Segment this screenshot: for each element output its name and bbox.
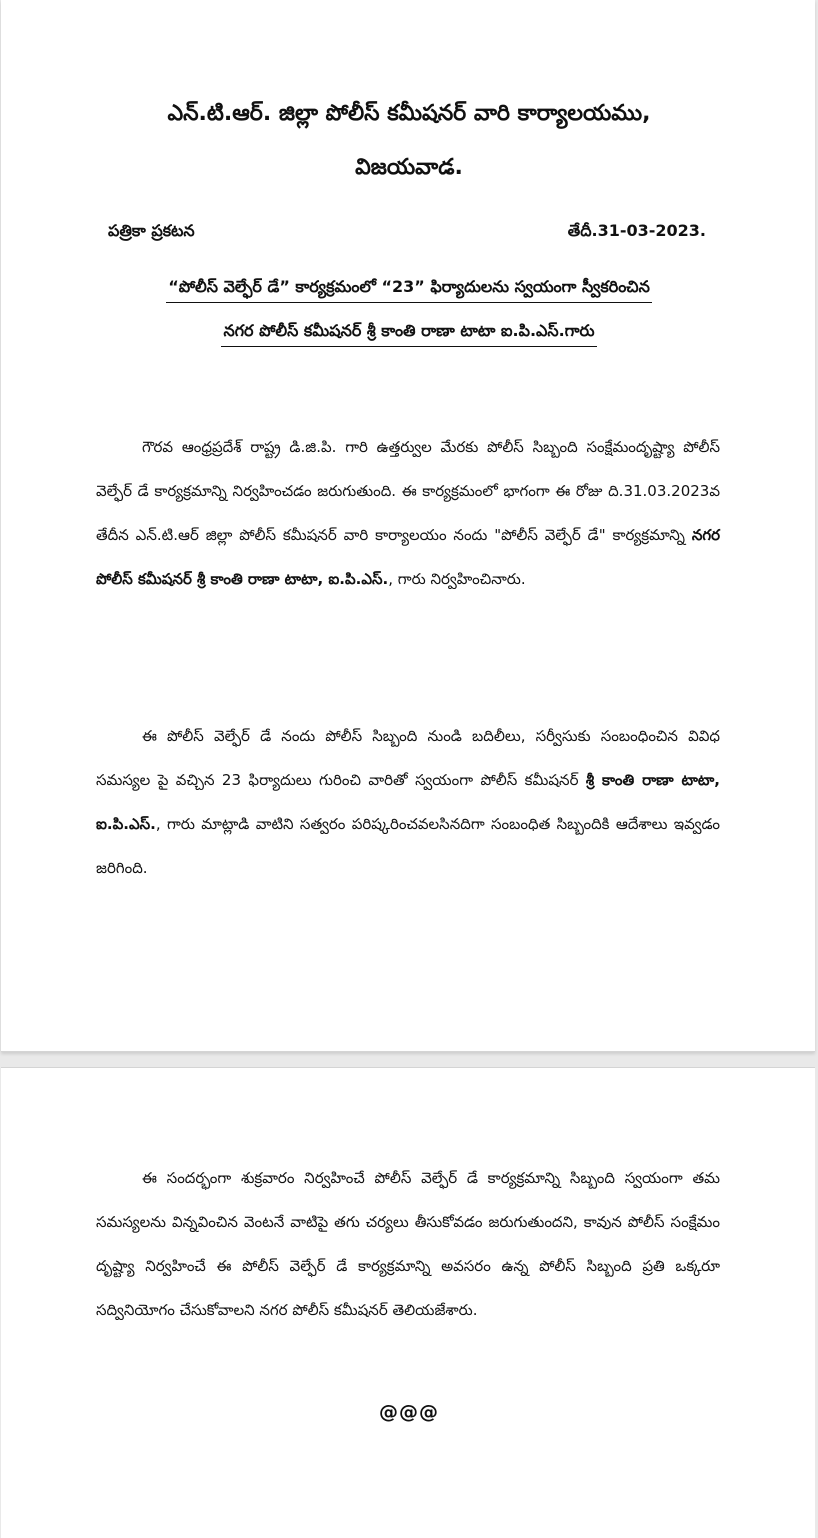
headline-line-2-text: నగర పోలీస్ కమీషనర్ శ్రీ కాంతి రాణా టాటా ఐ.పి.ఎస్.గారు — [221, 318, 596, 347]
closing-mark: @@@ — [379, 1401, 439, 1423]
paragraph-2-bold: శ్రీ కాంతి రాణా టాటా, ఐ.పి.ఎస్. — [96, 771, 720, 833]
headline-line-2 — [0, 318, 818, 347]
body-paragraph-1 — [96, 425, 720, 601]
release-date: తేదీ.31-03-2023. — [567, 221, 706, 240]
body-paragraph-2 — [96, 714, 720, 890]
headline-line-1-text: “పోలీస్ వెల్ఫేర్ డే” కార్యక్రమంలో “23” ఫిర్యాదులను స్వయంగా స్వీకరించిన — [166, 274, 652, 303]
paragraph-1-bold: నగర పోలీస్ కమీషనర్ శ్రీ కాంతి రాణా టాటా, ఐ.పి.ఎస్. — [96, 526, 720, 588]
paragraph-2-text: ఈ పోలీస్ వెల్ఫేర్ డే నందు పోలీస్ సిబ్బంది నుండి బదిలీలు, సర్వీసుకు సంబంధించిన వివిధ సమస్యల పై వచ్చిన 23 ఫిర్యాదులు గురించి వారితో స్వయంగా పోలీస్ కమీషనర్ — [96, 727, 720, 789]
paragraph-1-text: గౌరవ ఆంధ్రప్రదేశ్ రాష్ట్ర డి.జి.పి. గారి ఉత్తర్వుల మేరకు పోలీస్ సిబ్బంది సంక్షేమందృష్ట్యా పోలీస్ వెల్ఫేర్ డే కార్యక్రమాన్ని నిర్వహించడం జరుగుతుంది. ఈ కార్యక్రమంలో భాగంగా ఈ రోజు ది.31.03.2023వ తేదీన ఎన్.టి.ఆర్ జిల్లా పోలీస్ కమీషనర్ వారి కార్యాలయం నందు "పోలీస్ వెల్ఫేర్ డే" కార్యక్రమాన్ని — [96, 438, 720, 544]
press-release-label: పత్రికా ప్రకటన — [108, 221, 195, 240]
headline-line-1 — [0, 274, 818, 303]
paragraph-3-text: ఈ సందర్భంగా శుక్రవారం నిర్వహించే పోలీస్ వెల్ఫేర్ డే కార్యక్రమాన్ని సిబ్బంది స్వయంగా తమ సమస్యలను విన్నవించిన వెంటనే వాటిపై తగు చర్యలు తీసుకోవడం జరుగుతుందని, కావున పోలీస్ సంక్షేమం దృష్ట్యా నిర్వహించే ఈ పోలీస్ వెల్ఫేర్ డే కార్యక్రమాన్ని అవసరం ఉన్న పోలీస్ సిబ్బంది ప్రతి ఒక్కరూ సద్వినియోగం చేసుకోవాలని నగర పోలీస్ కమీషనర్ తెలియజేశారు. — [96, 1169, 720, 1319]
body-paragraph-3 — [96, 1156, 720, 1332]
office-city: విజయవాడ. — [355, 155, 463, 180]
paragraph-1-tail: , గారు నిర్వహించినారు. — [388, 570, 526, 588]
office-title: ఎన్.టి.ఆర్. జిల్లా పోలీస్ కమీషనర్ వారి కార్యాలయము, — [167, 101, 651, 126]
paragraph-2-tail: , గారు మాట్లాడి వాటిని సత్వరం పరిష్కరించవలసినదిగా సంబంధిత సిబ్బందికి ఆదేశాలు ఇవ్వడం జరిగింది. — [96, 815, 720, 877]
